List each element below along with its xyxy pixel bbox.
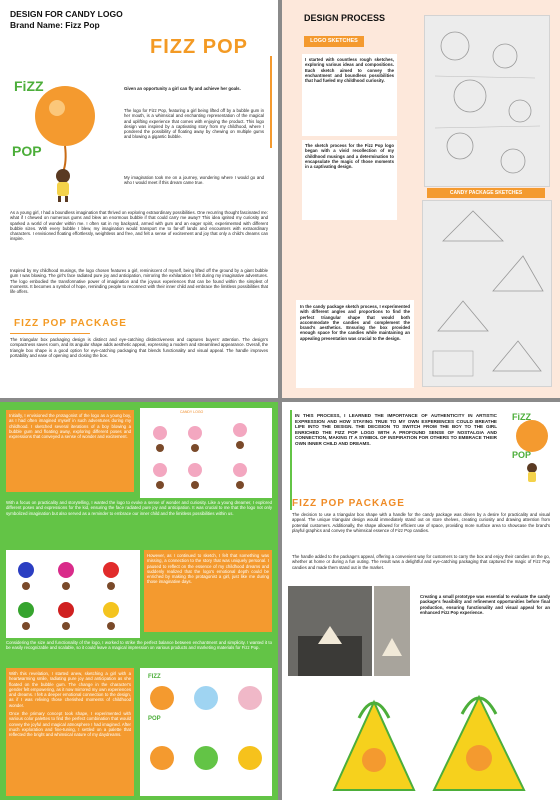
page-logo-evolution bbox=[0, 402, 278, 800]
logo-tagline: Given an opportunity a girl can fly and achieve her goals. bbox=[124, 86, 241, 91]
package-decision-text: The decision to use a triangular box shape with a handle for the candy package was driven by a desire for practicality and visual appeal. The unique triangular design would immediately stand out on store shelves, creating curiosity and drawing attention from potential customers. Additionally, the shape allowed for efficient use of space, providing more surface area to showcase the brand's playful graphics and convey the whimsical essence of Fizz Pop candies. bbox=[292, 512, 550, 533]
size-functionality-text: Considering the size and functionality of the logo, I worked to strike the perfect balance between enchantment and simplicity. I wanted it to be easily recognizable and scalable, so it could leave a magical impression on various products and marketing materials for Fizz Pop. bbox=[6, 640, 272, 651]
girl-concept-text: However, as I continued to sketch, I felt that something was missing, a connection to the story that was uniquely personal. I paused to reflect on the essence of my childhood dreams and suddenly realized that the logo's emotional depth could be enriched by making the protagonist a girl, just like me during those imaginative days. bbox=[147, 553, 269, 585]
logo-word-fizz: FiZZ bbox=[14, 78, 44, 94]
learning-statement-box bbox=[290, 410, 500, 510]
package-sketch-text-box bbox=[296, 300, 414, 388]
childhood-story: As a young girl, I had a boundless imagination that thrived on exploring extraordinary possibilities. One recurring thought fascinated me: what if I chewed on numerous gums and blew an enormous bubble if that could carry me away? This idea ignited my curiosity and sparked a world of wonder within me. I often sat in my backyard, armed with gum and an eager spirit, experimented with different bubble sizes. With every bubble I blew, my imagination would transport me to far-off lands and encounters with extraordinary characters. I envisioned floating effortlessly, weightless and free, and felt a sense of excitement and joy that only a child's dreams can inspire. bbox=[10, 210, 268, 242]
package-description: The triangular box packaging design is distinct and eye-catching distinctiveness and captures buyers' attention. The design's compactness saves room, and its angular shape adds aesthetic appeal, expressing a modern and streamlined appearance. Overall, the triangle box shape is a good option for eye-catching packaging that blends functionality and visual appeal. The handle improves portability and ease of opening and closing the box. bbox=[10, 337, 268, 358]
color-palette-text: Once the primary concept took shape, I experimented with various color palettes to find the perfect combination that would convey the joyful and magical atmosphere I had imagined. After much exploration and fine-tuning, I settled on a palette that reflected the bright and whimsical nature of my daydreams. bbox=[9, 711, 131, 738]
prototype-photo-2 bbox=[374, 586, 410, 676]
candy-package-sketches-label: CANDY PACKAGE SKETCHES bbox=[427, 188, 545, 198]
logo-title: FIZZ POP bbox=[150, 36, 248, 58]
divider bbox=[10, 333, 90, 334]
small-logo-fizz: FiZZ bbox=[512, 412, 531, 422]
girl-revelation-box bbox=[6, 668, 134, 796]
package-renders-image bbox=[304, 682, 544, 794]
logo-sketch-image bbox=[424, 15, 550, 187]
sketch-text-box-1 bbox=[302, 54, 397, 136]
small-logo-pop: POP bbox=[512, 450, 532, 460]
prototype-photo-1 bbox=[288, 586, 372, 676]
storytelling-text: With a focus on practicality and storytelling, I wanted the logo to evoke a sense of wonder and curiosity. Like a young dreamer, I explored different poses and expressions for the kid, ensuring the face radiated pure joy and anticipation. It was crucial to me that the logo not only symbolized imagination but also served as a reminder to embrace our inner child and the limitless possibilities within us. bbox=[6, 500, 272, 516]
color-variations-image bbox=[140, 668, 272, 796]
brand-name: Brand Name: Fizz Pop bbox=[10, 20, 100, 30]
boy-concept-text: Initially, I envisioned the protagonist of the logo as a young boy, as I had often imagined myself in such adventures during my childhood. I sketched several iterations of a boy blowing a bubble gum and floating away, exploring different poses and expressions that conveyed a sense of wonder and excitement. bbox=[9, 413, 131, 440]
package-sketch-process: In the candy package sketch process, I experimented with different angles and proportions to find the perfect triangular shape that would both accommodate the candies and complement the brand's aesthetics. Ensuring the box provided enough space for the candies while maintaining an appealing presentation was crucial to the design. bbox=[300, 304, 410, 341]
boy-sketches-image bbox=[140, 408, 272, 498]
package-heading-2: FIZZ POP PACKAGE bbox=[292, 498, 405, 509]
prototype-text: Creating a small prototype was essential to evaluate the candy package's feasibility and refinement opportunities before final production, ensuring functionality and visual appeal for an enhanced Fizz Pop experience. bbox=[420, 594, 550, 615]
sketch-text-box-2 bbox=[302, 140, 397, 220]
logo-sketches-label: LOGO SKETCHES bbox=[304, 36, 364, 47]
logo-word-pop: POP bbox=[12, 143, 42, 159]
sketch-intro: I started with countless rough sketches, exploring various ideas and compositions. Each sketch aimed to convey the enchantment and boundless possibilities that had fueled my childhood curiosity. bbox=[305, 57, 394, 84]
girl-sketches-image bbox=[6, 550, 140, 638]
candy-logo-caption: CANDY LOGO bbox=[180, 410, 204, 414]
sketch-process: The sketch process for the Fizz Pop logo began with a vivid recollection of my childhood musings and a determination to encapsulate the magic of those moments in a captivating design. bbox=[305, 143, 394, 170]
girl-concept-box bbox=[144, 550, 272, 632]
process-title: DESIGN PROCESS bbox=[304, 13, 386, 23]
mini-logo-pop: POP bbox=[148, 716, 161, 722]
logo-description: The logo for Fizz Pop, featuring a girl being lifted off by a bubble gum in her mouth, is a whimsical and enchanting representation of the magical and uplifting experience that comes with enjoying the product. This logo design was inspired by a captivating story from my childhood, where I pondered the possibility of floating away by chewing on multiple gums and blowing a gigantic bubble. bbox=[124, 108, 264, 140]
page-title: DESIGN FOR CANDY LOGO bbox=[10, 9, 123, 19]
package-handle-text: The handle added to the package's appeal, offering a convenient way for customers to carry the box and enjoy their candies on the go, whether at home or during a fun outing. The result was a delightful and eye-catching packaging that captured the magic of Fizz Pop candies and made them stand out in the market. bbox=[292, 554, 550, 570]
package-heading: FIZZ POP PACKAGE bbox=[14, 318, 127, 329]
accent-bar bbox=[270, 56, 272, 148]
page-design-process bbox=[282, 0, 560, 398]
learning-statement: IN THIS PROCESS, I LEARNED THE IMPORTANCE OF AUTHENTICITY IN ARTISTIC EXPRESSION AND HOW STAYING TRUE TO MY OWN EXPERIENCES COULD BREATHE LIFE INTO THE DESIGN. THE DECISION TO SWITCH FROM THE BOY TO THE GIRL ENRICHED THE FIZZ POP LOGO WITH A PROFOUND SENSE OF NOSTALGIA AND CONNECTION, MAKING IT A SYMBOL OF INSPIRATION FOR OTHERS TO EMBRACE THEIR OWN INNER CHILD AND DREAMS. bbox=[295, 413, 497, 446]
package-sketch-image bbox=[422, 200, 552, 387]
fizz-pop-logo-small bbox=[508, 410, 556, 488]
page-package bbox=[282, 402, 560, 800]
page-logo-story bbox=[0, 0, 278, 398]
boy-concept-box bbox=[6, 410, 134, 492]
girl-revelation-text: With this revelation, I started anew, sketching a girl with a heartwarming smile, radiating pure joy and anticipation as she floated on the bubble gum. The change in the character's gender felt empowering, as it now mirrored my own experiences and dreams. I felt a deeper emotional connection to the design, as if I was reliving those cherished moments of childhood wonder. bbox=[9, 671, 131, 708]
logo-imagination: My imagination took me on a journey, wondering where I would go and who I would meet if this dream came true. bbox=[124, 175, 264, 186]
mini-logo-fizz: FIZZ bbox=[148, 674, 161, 680]
logo-inspiration: Inspired by my childhood musings, the logo chosen features a girl, reminiscent of myself, being lifted off the ground by a giant bubble gum I was blowing. The girl's face radiated pure joy and anticipation, mirroring the exhilaration I felt during my imaginative adventures. The logo embodied the transformative power of imagination and the joyous experiences that can be found within the simplest of moments. It becomes a symbol of hope, reminding people to reconnect with their inner child and embrace the limitless possibilities that life offers. bbox=[10, 268, 268, 295]
